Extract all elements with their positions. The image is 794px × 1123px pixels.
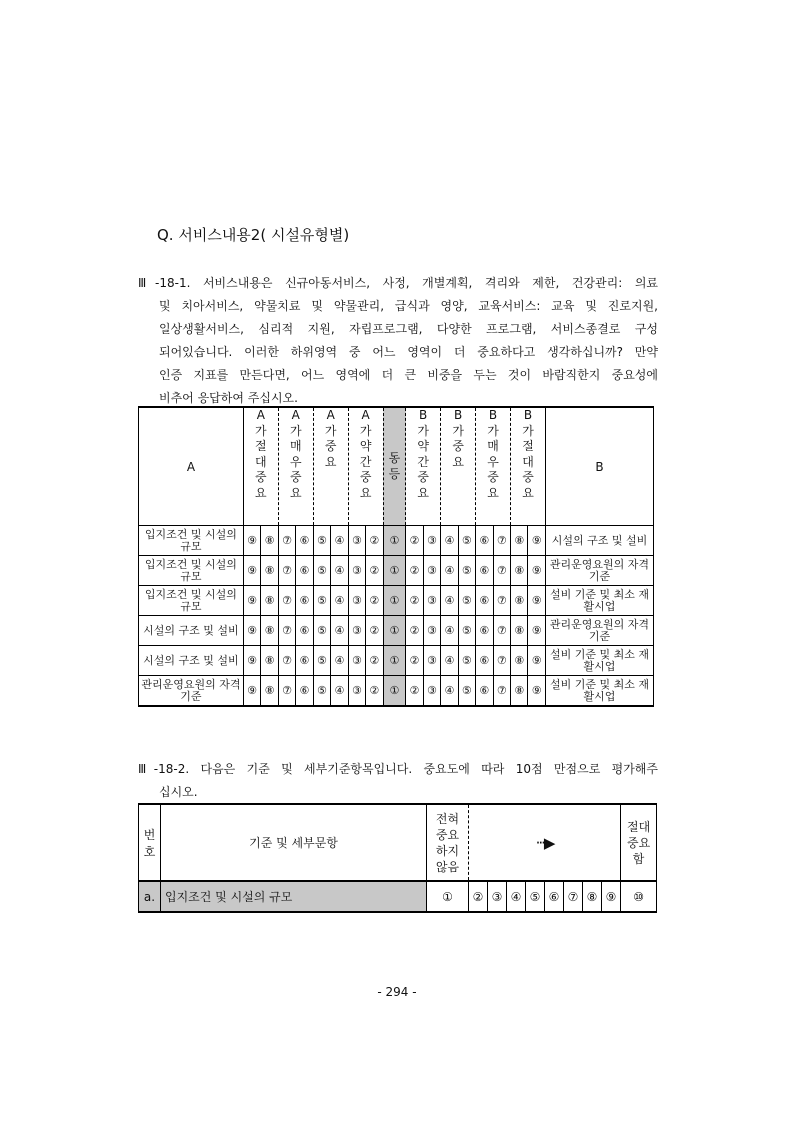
scale-option[interactable]: ④: [331, 646, 348, 676]
q1-line-2: 및 치아서비스, 약물치료 및 약물관리, 급식과 영양, 교육서비스: 교육 및 진로지원,: [159, 299, 658, 313]
scale-option[interactable]: ④: [441, 616, 458, 646]
scale-option[interactable]: ④: [441, 676, 458, 707]
scale-option[interactable]: ②: [406, 526, 423, 556]
row-b-label: 설비 기준 및 최소 재활시업: [545, 646, 653, 676]
row-a-label: 시설의 구조 및 설비: [139, 616, 244, 646]
scale-option[interactable]: ⑧: [511, 616, 528, 646]
scale-option[interactable]: ⑦: [278, 526, 295, 556]
scale-option[interactable]: ⑨: [528, 586, 545, 616]
scale-option[interactable]: ④: [331, 616, 348, 646]
row-a-label: 관리운영요원의 자격기준: [139, 676, 244, 707]
rating-option[interactable]: ②: [469, 881, 488, 912]
scale-option[interactable]: ⑦: [493, 586, 510, 616]
scale-option[interactable]: ⑨: [243, 616, 260, 646]
scale-option[interactable]: ⑤: [458, 646, 475, 676]
scale-option[interactable]: ①: [383, 586, 406, 616]
scale-option[interactable]: ④: [331, 586, 348, 616]
scale-option[interactable]: ⑧: [261, 586, 278, 616]
scale-option[interactable]: ⑥: [476, 586, 493, 616]
scale-option[interactable]: ⑦: [278, 616, 295, 646]
scale-option[interactable]: ⑨: [528, 676, 545, 707]
scale-option[interactable]: ⑤: [458, 526, 475, 556]
row-id: a.: [139, 881, 161, 912]
scale-option[interactable]: ⑦: [493, 646, 510, 676]
scale-option[interactable]: ⑨: [243, 676, 260, 707]
rating-option[interactable]: ③: [488, 881, 507, 912]
scale-option[interactable]: ③: [348, 616, 365, 646]
scale-option[interactable]: ①: [383, 526, 406, 556]
scale-option[interactable]: ①: [383, 556, 406, 586]
scale-option[interactable]: ②: [366, 676, 383, 707]
table-row: [139, 676, 654, 707]
scale-option[interactable]: ③: [348, 526, 365, 556]
table-row: [139, 586, 654, 616]
scale-option[interactable]: ③: [423, 526, 440, 556]
scale-option[interactable]: ⑨: [243, 556, 260, 586]
scale-option[interactable]: ⑥: [296, 556, 313, 586]
header-a-absolute: A 가 절 대 중 요: [243, 407, 278, 526]
page-number: - 294 -: [377, 985, 417, 999]
scale-option[interactable]: ⑦: [278, 586, 295, 616]
scale-option[interactable]: ⑥: [476, 556, 493, 586]
scale-option[interactable]: ⑦: [493, 676, 510, 707]
column-b-header: B: [545, 407, 653, 526]
scale-option[interactable]: ④: [441, 556, 458, 586]
rating-option[interactable]: ⑦: [564, 881, 583, 912]
header-absolutely-important: 절대 중요 함: [621, 804, 657, 881]
row-b-label: 설비 기준 및 최소 재활시업: [545, 676, 653, 707]
scale-option[interactable]: ③: [348, 646, 365, 676]
header-not-important: 전혀 중요 하지 않음: [427, 804, 469, 881]
rating-option[interactable]: ⑤: [526, 881, 545, 912]
question-18-1: [138, 272, 658, 410]
rating-option[interactable]: ⑩: [621, 881, 657, 912]
scale-option[interactable]: ⑤: [313, 616, 330, 646]
scale-option[interactable]: ③: [348, 556, 365, 586]
header-b-important: B 가 중 요: [441, 407, 476, 526]
scale-option[interactable]: ⑦: [493, 556, 510, 586]
scale-option[interactable]: ④: [331, 676, 348, 707]
row-a-label: 입지조건 및 시설의 규모: [139, 556, 244, 586]
table-row: [139, 556, 654, 586]
scale-option[interactable]: ⑤: [313, 646, 330, 676]
header-b-slight: B 가 약 간 중 요: [406, 407, 441, 526]
table-row: [139, 616, 654, 646]
scale-option[interactable]: ⑥: [296, 586, 313, 616]
scale-option[interactable]: ⑧: [511, 526, 528, 556]
scale-option[interactable]: ④: [441, 646, 458, 676]
scale-option[interactable]: ⑨: [528, 646, 545, 676]
row-b-label: 관리운영요원의 자격기준: [545, 616, 653, 646]
scale-option[interactable]: ⑧: [511, 676, 528, 707]
scale-option[interactable]: ⑧: [261, 616, 278, 646]
scale-option[interactable]: ⑨: [528, 526, 545, 556]
scale-option[interactable]: ③: [423, 676, 440, 707]
column-a-header: A: [139, 407, 244, 526]
scale-option[interactable]: ②: [406, 676, 423, 707]
q1-line-3: 일상생활서비스, 심리적 지원, 자립프로그램, 다양한 프로그램, 서비스종결로 구성: [159, 322, 658, 336]
scale-option[interactable]: ⑧: [261, 646, 278, 676]
scale-option[interactable]: ②: [406, 616, 423, 646]
header-b-very: B 가 매 우 중 요: [476, 407, 511, 526]
row-a-label: 입지조건 및 시설의 규모: [139, 526, 244, 556]
q1-line-5: 인증 지표를 만든다면, 어느 영역에 더 큰 비중을 두는 것이 바람직한지 중요성에: [159, 368, 658, 382]
scale-option[interactable]: ④: [441, 586, 458, 616]
row-item: 입지조건 및 시설의 규모: [161, 881, 427, 912]
scale-option[interactable]: ⑥: [296, 616, 313, 646]
scale-option[interactable]: ⑦: [278, 646, 295, 676]
scale-option[interactable]: ②: [406, 646, 423, 676]
scale-option[interactable]: ⑤: [313, 556, 330, 586]
scale-option[interactable]: ⑥: [296, 676, 313, 707]
row-b-label: 시설의 구조 및 설비: [545, 526, 653, 556]
scale-option[interactable]: ⑧: [511, 556, 528, 586]
scale-option[interactable]: ④: [441, 526, 458, 556]
scale-option[interactable]: ⑧: [511, 586, 528, 616]
question-18-2: [138, 758, 658, 804]
scale-option[interactable]: ⑤: [313, 586, 330, 616]
scale-option[interactable]: ③: [423, 616, 440, 646]
q1-line-6: 비추어 응답하여 주십시오.: [159, 391, 298, 405]
scale-option[interactable]: ②: [366, 556, 383, 586]
scale-option[interactable]: ⑧: [261, 556, 278, 586]
scale-option[interactable]: ④: [331, 556, 348, 586]
header-a-important: A 가 중 요: [313, 407, 348, 526]
row-b-label: 관리운영요원의 자격기준: [545, 556, 653, 586]
scale-option[interactable]: ③: [348, 676, 365, 707]
header-number: 번 호: [139, 804, 161, 881]
scale-option[interactable]: ⑤: [313, 676, 330, 707]
scale-option[interactable]: ⑥: [476, 616, 493, 646]
scale-option[interactable]: ⑨: [243, 526, 260, 556]
scale-option[interactable]: ⑧: [511, 646, 528, 676]
header-equal: 동 등: [383, 407, 406, 526]
scale-option[interactable]: ⑨: [528, 556, 545, 586]
scale-option[interactable]: ④: [331, 526, 348, 556]
header-b-absolute: B 가 절 대 중 요: [511, 407, 546, 526]
row-a-label: 입지조건 및 시설의 규모: [139, 586, 244, 616]
scale-option[interactable]: ⑧: [261, 526, 278, 556]
rating-option[interactable]: ⑥: [545, 881, 564, 912]
rating-option[interactable]: ⑧: [583, 881, 602, 912]
q2-line-1: Ⅲ-18-2. 다음은 기준 및 세부기준항목입니다. 중요도에 따라 10점 만점으로 평가해주: [138, 762, 658, 776]
table-row: [139, 646, 654, 676]
scale-option[interactable]: ①: [383, 676, 406, 707]
scale-option[interactable]: ⑦: [493, 616, 510, 646]
scale-option[interactable]: ①: [383, 646, 406, 676]
scale-option[interactable]: ⑦: [278, 556, 295, 586]
rating-table: [138, 803, 657, 913]
scale-option[interactable]: ①: [383, 616, 406, 646]
scale-option[interactable]: ⑥: [476, 526, 493, 556]
header-a-very: A 가 매 우 중 요: [278, 407, 313, 526]
scale-option[interactable]: ⑦: [493, 526, 510, 556]
rating-option[interactable]: ①: [427, 881, 469, 912]
scale-option[interactable]: ⑥: [476, 646, 493, 676]
header-a-slight: A 가 약 간 중 요: [348, 407, 383, 526]
scale-option[interactable]: ②: [366, 646, 383, 676]
comparison-table: [138, 406, 654, 707]
scale-option[interactable]: ⑨: [528, 616, 545, 646]
scale-option[interactable]: ⑤: [458, 556, 475, 586]
scale-option[interactable]: ⑥: [296, 526, 313, 556]
scale-option[interactable]: ⑤: [313, 526, 330, 556]
scale-option[interactable]: ③: [423, 556, 440, 586]
row-b-label: 설비 기준 및 최소 재활시업: [545, 586, 653, 616]
q1-line-4: 되어있습니다. 이러한 하위영역 중 어느 영역이 더 중요하다고 생각하십니까? 만약: [159, 345, 658, 359]
rating-option[interactable]: ⑨: [602, 881, 621, 912]
rating-option[interactable]: ④: [507, 881, 526, 912]
scale-option[interactable]: ⑥: [296, 646, 313, 676]
scale-option[interactable]: ⑤: [458, 616, 475, 646]
scale-option[interactable]: ②: [366, 586, 383, 616]
arrow-icon: ···▶: [469, 804, 621, 881]
scale-option[interactable]: ③: [423, 586, 440, 616]
section-title: Q. 서비스내용2( 시설유형별): [157, 226, 350, 244]
scale-option[interactable]: ⑨: [243, 646, 260, 676]
q1-line-1: Ⅲ-18-1. 서비스내용은 신규아동서비스, 사정, 개별계획, 격리와 제한, 건강관리: 의료: [138, 276, 658, 290]
scale-option[interactable]: ③: [348, 586, 365, 616]
scale-option[interactable]: ⑨: [243, 586, 260, 616]
scale-option[interactable]: ②: [406, 586, 423, 616]
scale-option[interactable]: ⑤: [458, 676, 475, 707]
scale-option[interactable]: ⑥: [476, 676, 493, 707]
scale-option[interactable]: ⑧: [261, 676, 278, 707]
scale-option[interactable]: ⑤: [458, 586, 475, 616]
table-row: [139, 526, 654, 556]
scale-option[interactable]: ②: [366, 616, 383, 646]
scale-option[interactable]: ③: [423, 646, 440, 676]
scale-option[interactable]: ②: [406, 556, 423, 586]
scale-option[interactable]: ⑦: [278, 676, 295, 707]
scale-option[interactable]: ②: [366, 526, 383, 556]
row-a-label: 시설의 구조 및 설비: [139, 646, 244, 676]
header-item: 기준 및 세부문항: [161, 804, 427, 881]
q2-line-2: 십시오.: [159, 785, 198, 799]
